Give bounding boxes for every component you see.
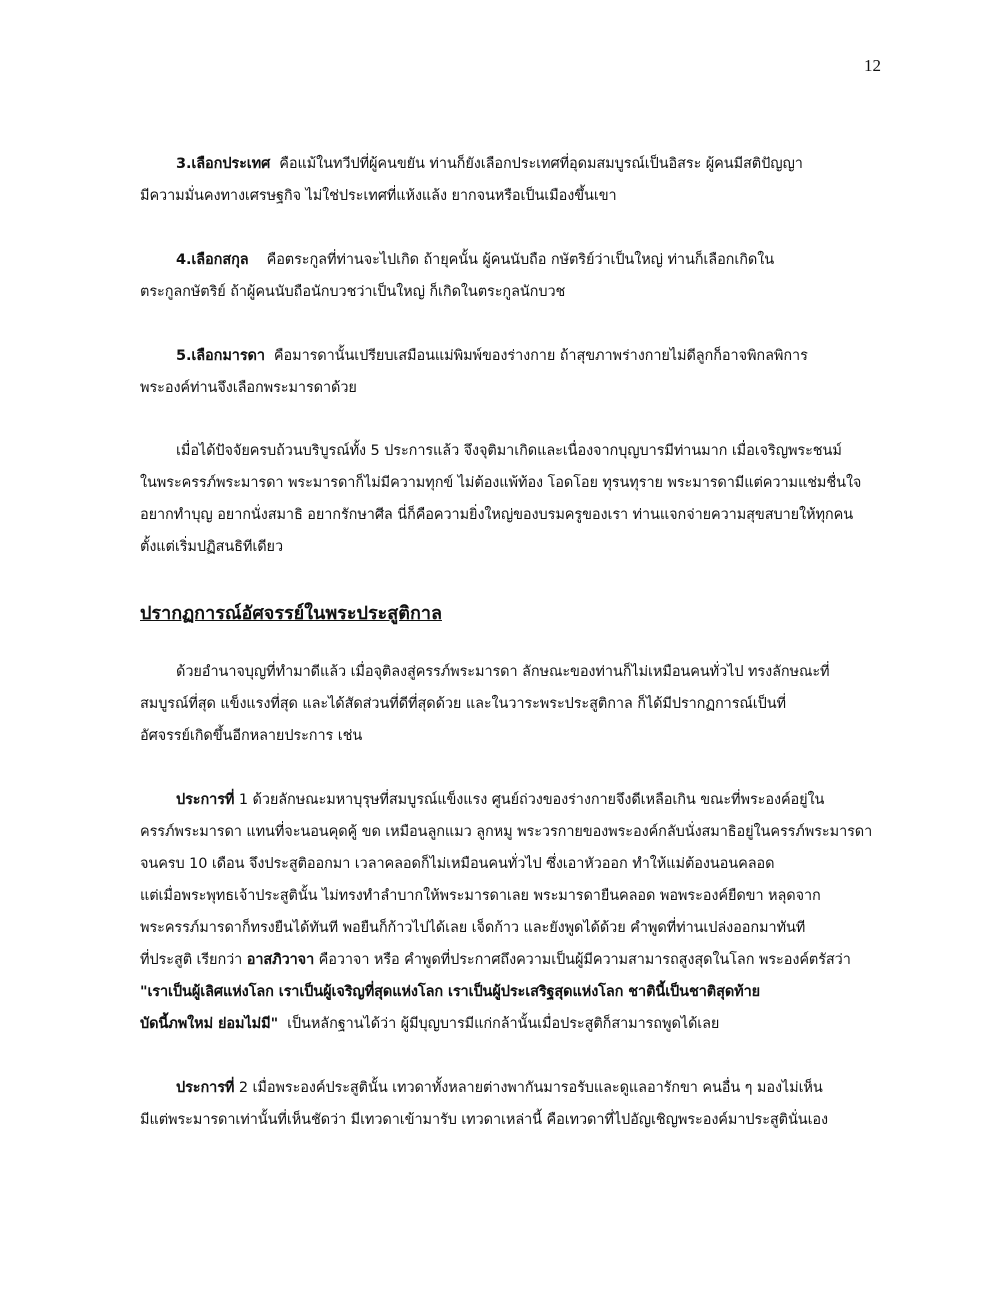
paragraph-6-line-1: เมื่อได้ปัจจัยครบถ้วนบริบูรณ์ทั้ง 5 ประการแล้ว จึงจุติมาเกิดและเนื่องจากบุญบารมีท่านมาก เมื่อเจริญพระชนม์ [176,443,842,459]
page-number: 12 [864,56,881,75]
paragraph-5-text-1: คือมารดานั้นเปรียบเสมือนแม่พิมพ์ของร่างกาย ถ้าสุขภาพร่างกายไม่ดีลูกก็อาจพิกลพิการ [273,348,808,364]
paragraph-8-text-1: 1 ด้วยลักษณะมหาบุรุษที่สมบูรณ์แข็งแรง ศูนย์ถ่วงของร่างกายจึงดีเหลือเกิน ขณะที่พระองค์อยู่ใน [238,792,825,808]
paragraph-8-term: อาสภิวาจา [246,952,315,968]
paragraph-6-line-4: ตั้งแต่เริ่มปฏิสนธิทีเดียว [140,539,283,555]
paragraph-8-line-6 [140,950,900,970]
paragraph-9-text-1: 2 เมื่อพระองค์ประสูตินั้น เทวดาทั้งหลายต่างพากันมารอรับและดูแลอารักขา คนอื่น ๆ มองไม่เห็น [238,1080,823,1096]
paragraph-4-line-2: ตระกูลกษัตริย์ ถ้าผู้คนนับถือนักบวชว่าเป็นใหญ่ ก็เกิดในตระกูลนักบวช [140,284,566,300]
paragraph-8-text-8: เป็นหลักฐานได้ว่า ผู้มีบุญบารมีแก่กล้านั้นเมื่อประสูติก็สามารถพูดได้เลย [287,1016,720,1032]
paragraph-8-line-1 [176,790,936,810]
paragraph-8-text-6b: คือวาจา หรือ คำพูดที่ประกาศถึงความเป็นผู้มีความสามารถสูงสุดในโลก พระองค์ตรัสว่า [318,952,851,968]
paragraph-5-line-2: พระองค์ท่านจึงเลือกพระมารดาด้วย [140,380,357,396]
paragraph-4-text-1: คือตระกูลที่ท่านจะไปเกิด ถ้ายุคนั้น ผู้คนนับถือ กษัตริย์ว่าเป็นใหญ่ ท่านก็เลือกเกิดใน [266,252,775,268]
paragraph-7-line-2: สมบูรณ์ที่สุด แข็งแรงที่สุด และได้สัดส่วนที่ดีที่สุดด้วย และในวาระพระประสูติกาล ก็ได้มีปรากฏการณ์เป็นที่ [140,696,786,712]
paragraph-5-label: 5.เลือกมารดา [176,348,265,364]
paragraph-8-line-3: จนครบ 10 เดือน จึงประสูติออกมา เวลาคลอดก็ไม่เหมือนคนทั่วไป ซึ่งเอาหัวออก ทำให้แม่ต้องนอนคลอด [140,856,775,872]
paragraph-9-line-1 [176,1078,936,1098]
paragraph-5-line-1 [176,346,936,366]
paragraph-8-line-2: ครรภ์พระมารดา แทนที่จะนอนคุดคู้ ขด เหมือนลูกแมว ลูกหมู พระวรกายของพระองค์กลับนั่งสมาธิอยู่ในครรภ์พระมารดา [140,824,873,840]
paragraph-3-line-1 [176,154,936,174]
paragraph-6-line-3: อยากทำบุญ อยากนั่งสมาธิ อยากรักษาศีล นี่ก็คือความยิ่งใหญ่ของบรมครูของเรา ท่านแจกจ่ายความสุขสบายให้ทุกคน [140,507,854,523]
paragraph-8-line-8 [140,1014,900,1034]
paragraph-9-line-2: มีแต่พระมารดาเท่านั้นที่เห็นชัดว่า มีเทวดาเข้ามารับ เทวดาเหล่านี้ คือเทวดาที่ไปอัญเชิญพระองค์มาประสูตินั่นเอง [140,1112,829,1128]
paragraph-8-label: ประการที่ [176,792,235,808]
paragraph-3-line-2: มีความมั่นคงทางเศรษฐกิจ ไม่ใช่ประเทศที่แห้งแล้ง ยากจนหรือเป็นเมืองขึ้นเขา [140,188,617,204]
paragraph-4-label: 4.เลือกสกุล [176,252,249,268]
paragraph-9-label: ประการที่ [176,1080,235,1096]
paragraph-7-line-1: ด้วยอำนาจบุญที่ทำมาดีแล้ว เมื่อจุติลงสู่ครรภ์พระมารดา ลักษณะของท่านก็ไม่เหมือนคนทั่วไป ทรงลักษณะที่ [176,664,830,680]
paragraph-8-line-4: แต่เมื่อพระพุทธเจ้าประสูตินั้น ไม่ทรงทำลำบากให้พระมารดาเลย พระมารดายืนคลอด พอพระองค์ยืดขา หลุดจาก [140,888,821,904]
paragraph-8-line-5: พระครรภ์มารดาก็ทรงยืนได้ทันที พอยืนก็ก้าวไปได้เลย เจ็ดก้าว และยังพูดได้ด้วย คำพูดที่ท่านเปล่งออกมาทันที [140,920,806,936]
section-heading: ปรากฏการณ์อัศจรรย์ในพระประสูติกาล [140,603,442,624]
paragraph-4-line-1 [176,250,936,270]
paragraph-3-label: 3.เลือกประเทศ [176,156,271,172]
paragraph-3-text-1: คือแม้ในทวีปที่ผู้คนขยัน ท่านก็ยังเลือกประเทศที่อุดมสมบูรณ์เป็นอิสระ ผู้คนมีสติปัญญา [279,156,803,172]
paragraph-8-text-6a: ที่ประสูติ เรียกว่า [140,952,243,968]
paragraph-8-quote-1: "เราเป็นผู้เลิศแห่งโลก เราเป็นผู้เจริญที่สุดแห่งโลก เราเป็นผู้ประเสริฐสุดแห่งโลก ชาตินี้เป็นชาติสุดท้าย [140,984,761,1000]
paragraph-7-line-3: อัศจรรย์เกิดขึ้นอีกหลายประการ เช่น [140,728,363,744]
paragraph-8-line-7 [140,982,900,1002]
paragraph-8-quote-2: บัดนี้ภพใหม่ ย่อมไม่มี" [140,1016,279,1032]
paragraph-6-line-2: ในพระครรภ์พระมารดา พระมารดาก็ไม่มีความทุกข์ ไม่ต้องแพ้ท้อง โอดโอย ทุรนทุราย พระมารดามีแต่ความแช่มชื่นใจ [140,475,862,491]
